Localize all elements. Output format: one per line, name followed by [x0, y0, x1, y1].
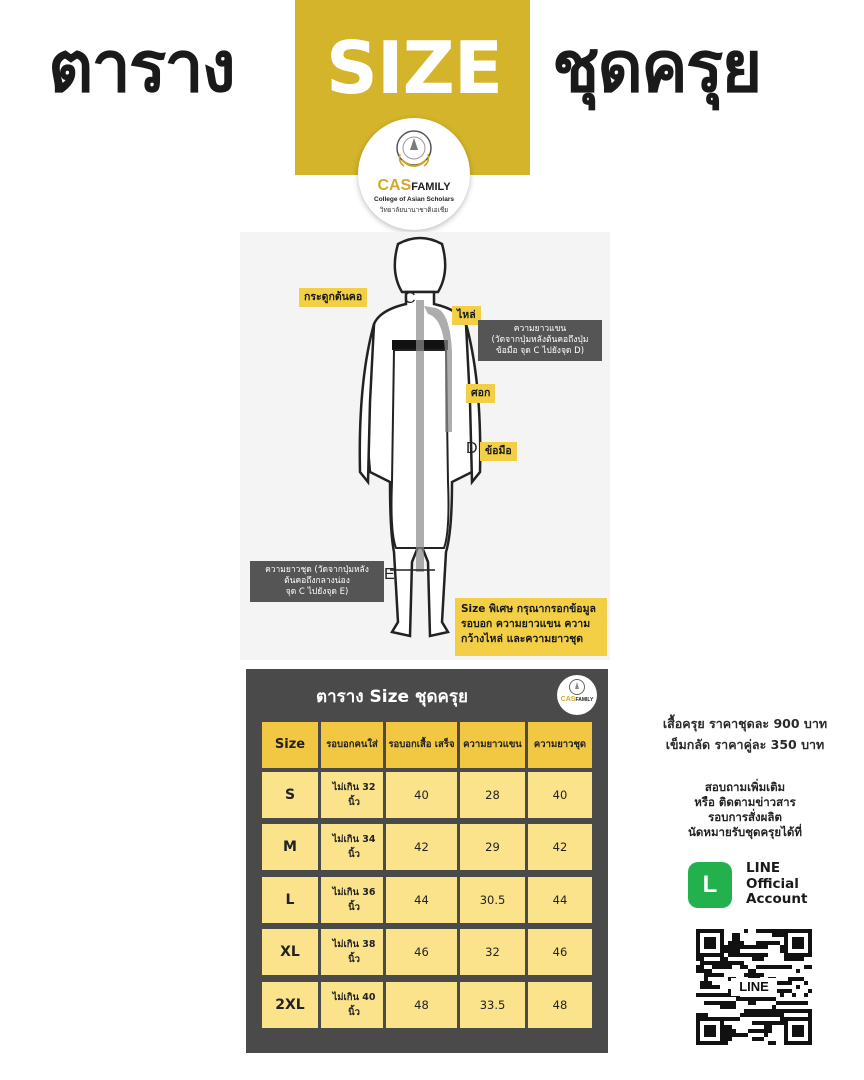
qr-line-label: LINE [731, 978, 777, 996]
table-header-cell: ความยาวแขน [460, 722, 525, 768]
table-cell-length: 40 [528, 772, 592, 818]
wrist-label: ข้อมือ [480, 442, 517, 461]
special-size-note: Size พิเศษ กรุณากรอกข้อมูล รอบอก ความยาวแขน ความ กว้างไหล่ และความยาวชุด [455, 598, 607, 656]
table-cell-chest: ไม่เกิน 32 นิ้ว [321, 772, 383, 818]
table-cell-garment: 40 [386, 772, 457, 818]
college-logo [358, 118, 470, 230]
table-cell-size: S [262, 772, 318, 818]
table-header-cell: Size [262, 722, 318, 768]
point-c-label: C [404, 290, 416, 307]
table-cell-garment: 48 [386, 982, 457, 1028]
table-cell-length: 46 [528, 929, 592, 975]
table-cell-chest: ไม่เกิน 34 นิ้ว [321, 824, 383, 870]
sleeve-length-note: ความยาวแขน (วัดจากปุ่มหลังต้นคอถึงปุ่ม ข้อมือ จุด C ไปยังจุด D) [478, 320, 602, 361]
size-table-title: ตาราง Size ชุดครุย [316, 687, 468, 707]
line-app-icon[interactable]: L [688, 862, 732, 908]
table-cell-sleeve: 28 [460, 772, 525, 818]
point-d-label: D [466, 440, 478, 457]
table-cell-length: 48 [528, 982, 592, 1028]
table-header-cell: รอบอกเสื้อ เสร็จ [386, 722, 457, 768]
college-seal-icon [395, 128, 433, 176]
size-table [246, 669, 608, 1053]
table-cell-size: 2XL [262, 982, 318, 1028]
table-cell-sleeve: 32 [460, 929, 525, 975]
title-size-word: SIZE [326, 26, 503, 110]
table-cell-garment: 46 [386, 929, 457, 975]
table-logo-wordmark: CASFAMILY [560, 696, 594, 703]
point-e-label: E [384, 566, 395, 583]
pin-price: เข็มกลัด ราคาคู่ละ 350 บาท [665, 737, 825, 752]
table-header-cell: ความยาวชุด [528, 722, 592, 768]
logo-subtitle: College of Asian Scholars [374, 196, 454, 203]
neck-bone-label: กระดูกต้นคอ [299, 288, 367, 307]
table-cell-length: 44 [528, 877, 592, 923]
table-cell-length: 42 [528, 824, 592, 870]
gown-length-note: ความยาวชุด (วัดจากปุ่มหลัง ต้นคอถึงกลางน่อง จุด C ไปยังจุด E) [250, 561, 384, 602]
table-cell-sleeve: 29 [460, 824, 525, 870]
line-official-account-link[interactable]: LINE Official Account [746, 860, 808, 908]
title-gown-word: ชุดครุย [552, 26, 761, 108]
table-cell-sleeve: 30.5 [460, 877, 525, 923]
logo-thai-name: วิทยาลัยนานาชาติเอเชีย [379, 206, 449, 214]
table-cell-chest: ไม่เกิน 40 นิ้ว [321, 982, 383, 1028]
table-cell-garment: 42 [386, 824, 457, 870]
elbow-label: ศอก [466, 384, 495, 403]
table-cell-size: M [262, 824, 318, 870]
table-header-cell: รอบอกคนใส่ [321, 722, 383, 768]
table-logo [557, 675, 597, 715]
shoulder-label: ไหล่ [452, 306, 481, 325]
table-seal-icon [568, 678, 586, 696]
table-cell-size: XL [262, 929, 318, 975]
title-table-word: ตาราง [48, 26, 234, 108]
table-cell-sleeve: 33.5 [460, 982, 525, 1028]
table-cell-chest: ไม่เกิน 36 นิ้ว [321, 877, 383, 923]
inquiry-text: สอบถามเพิ่มเติม หรือ ติดตามข่าวสาร รอบการสั่งผลิต นัดหมายรับชุดครุยได้ที่ [688, 780, 802, 839]
logo-wordmark: CASFAMILY [377, 177, 451, 194]
gown-price: เสื้อครุย ราคาชุดละ 900 บาท [662, 716, 828, 731]
table-cell-chest: ไม่เกิน 38 นิ้ว [321, 929, 383, 975]
table-cell-garment: 44 [386, 877, 457, 923]
table-cell-size: L [262, 877, 318, 923]
